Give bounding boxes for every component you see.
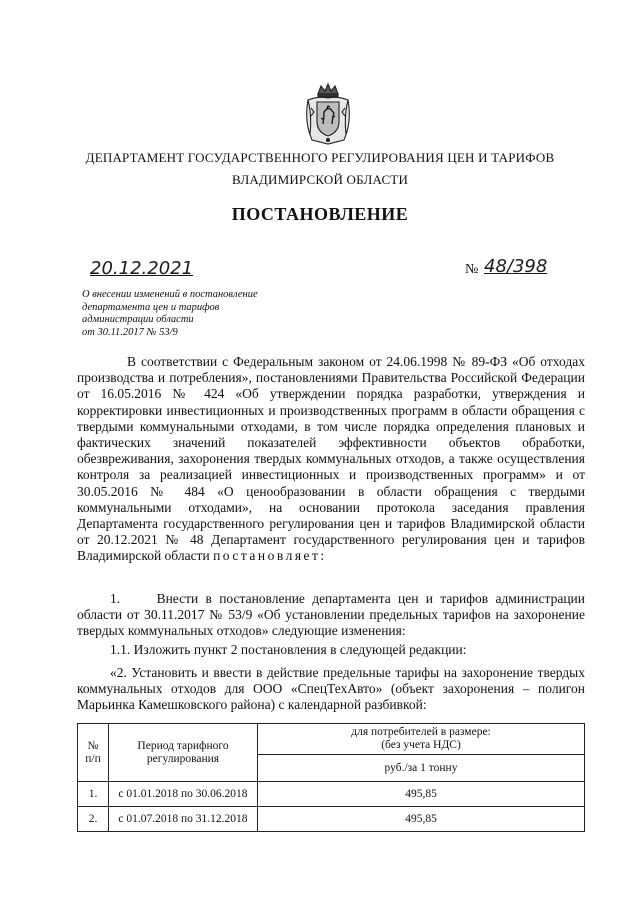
- header-cell-number: [78, 724, 109, 782]
- handwritten-date: 20.12.2021: [90, 258, 194, 279]
- header-cell-consumers: [258, 724, 585, 755]
- row-value: 495,85: [258, 782, 585, 807]
- table-header-row: [78, 724, 585, 755]
- header-text: (без учета НДС): [381, 739, 461, 751]
- subject-line: О внесении изменений в постановление: [82, 289, 258, 300]
- subject-line: от 30.11.2017 № 53/9: [82, 326, 178, 338]
- preamble-paragraph: [77, 354, 585, 565]
- clause-1-paragraph: 1. Внести в постановление департамента цен и тарифов администрации области от 30.11.2017 № 53/9 «Об установлении предельных тарифов на захоронение твердых коммунальных отходов» следующие изменения:: [77, 591, 585, 639]
- header-cell-period: [109, 724, 258, 782]
- row-value: 495,85: [258, 807, 585, 832]
- table-row: [78, 782, 585, 807]
- header-text: для потребителей в размере:: [351, 726, 491, 738]
- coat-of-arms-icon: [302, 82, 354, 146]
- table-row: [78, 807, 585, 832]
- header-text: п/п: [85, 752, 101, 765]
- subject-line: администрации области: [82, 314, 194, 325]
- header-text: Период тарифного: [137, 739, 229, 752]
- row-period: с 01.01.2018 по 30.06.2018: [109, 782, 258, 807]
- tariff-table: [77, 723, 585, 832]
- preamble-text: В соответствии с Федеральным законом от 24.06.1998 № 89-ФЗ «Об отходах производства и потребления», постановлениями Правительства Российской Федерации от 16.05.2016 № 424 «Об утверждении порядка разработки, утверждения и корректировки инвестиционных и производственных программ в области обращения с твердыми коммунальными отходами, в том числе порядка определения плановых и фактических значений показателей эффективности объектов обработки, обезвреживания, захоронения твердых коммунальных отходов, а также осуществления контроля за реализацией инвестиционных и производственных программ» и от 30.05.2016 № 484 «О ценообразовании в области обращения с твердыми коммунальными отходами», на основании протокола заседания правления Департамента государственного регулирования цен и тарифов Владимирской области от 20.12.2021 № 48 Департамент государственного регулирования цен и тарифов Владимирской области: [77, 354, 585, 564]
- row-number: 1.: [78, 782, 109, 807]
- document-subject: [82, 289, 312, 339]
- resolves-word: постановляет:: [213, 548, 327, 564]
- department-name-line1: ДЕПАРТАМЕНТ ГОСУДАРСТВЕННОГО РЕГУЛИРОВАНИЯ ЦЕН И ТАРИФОВ: [85, 150, 555, 165]
- row-period: с 01.07.2018 по 31.12.2018: [109, 807, 258, 832]
- handwritten-document-number: 48/398: [484, 256, 548, 277]
- header-cell-unit: руб./за 1 тонну: [258, 755, 585, 782]
- subject-line: департамента цен и тарифов: [82, 301, 220, 313]
- header-text: №: [87, 739, 99, 752]
- document-type-title: ПОСТАНОВЛЕНИЕ: [231, 204, 409, 224]
- row-number: 2.: [78, 807, 109, 832]
- clause-1-1-paragraph: 1.1. Изложить пункт 2 постановления в следующей редакции:: [110, 642, 467, 657]
- department-name-line2: ВЛАДИМИРСКОЙ ОБЛАСТИ: [231, 172, 409, 187]
- clause-2-paragraph: «2. Установить и ввести в действие предельные тарифы на захоронение твердых коммунальных отходов для ООО «СпецТехАвто» (объект захоронения – полигон Марьинка Камешковского района) с календарной разбивкой:: [77, 665, 585, 713]
- header-text: регулирования: [146, 752, 220, 765]
- number-label: №: [465, 262, 479, 277]
